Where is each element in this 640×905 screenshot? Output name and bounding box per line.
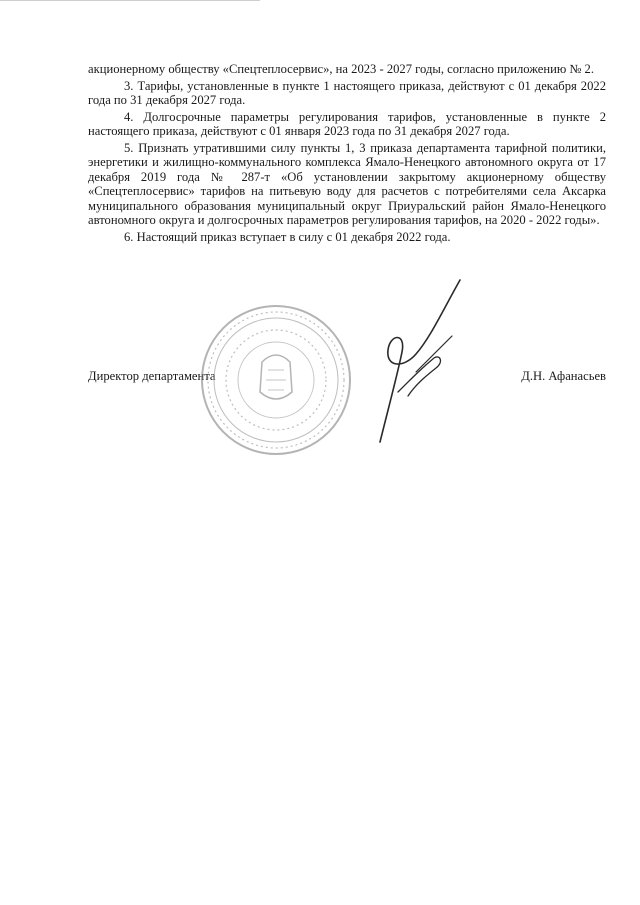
round-seal-stamp-icon — [196, 300, 356, 460]
paragraph-6: 6. Настоящий приказ вступает в силу с 01 декабря 2022 года. — [124, 229, 451, 244]
paragraph-4: 4. Долгосрочные параметры регулирования тарифов, установленные в пункте 2 настоящего приказа, действуют с 01 января 2023 года по 31 декабря 2027 года. — [88, 109, 606, 138]
top-scan-edge-line — [0, 0, 260, 1]
paragraph-5: 5. Признать утратившими силу пункты 1, 3 приказа департамента тарифной политики, энергетики и жилищно-коммунального комплекса Ямало-Ненецкого автономного округа от 17 декабря 2019 года № 287-т «Об установлении закрытому акционерному обществу «Спецтеплосервис» тарифов на питьевую воду для расчетов с потребителями села Аксарка муниципального образования муниципальный округ Приуральский район Ямало-Ненецкого автономного округа и долгосрочных параметров регулирования тарифов, на 2020 - 2022 годы». — [88, 140, 606, 227]
paragraph-2-continuation: акционерному обществу «Спецтеплосервис», на 2023 - 2027 годы, согласно приложению № 2. — [88, 62, 594, 76]
paragraph-3: 3. Тарифы, установленные в пункте 1 настоящего приказа, действуют с 01 декабря 2022 года по 31 декабря 2027 года. — [88, 78, 606, 107]
document-body — [88, 62, 606, 246]
signer-position: Директор департамента — [88, 369, 216, 383]
handwritten-signature-icon — [360, 272, 480, 452]
signer-name: Д.Н. Афанасьев — [521, 369, 606, 383]
